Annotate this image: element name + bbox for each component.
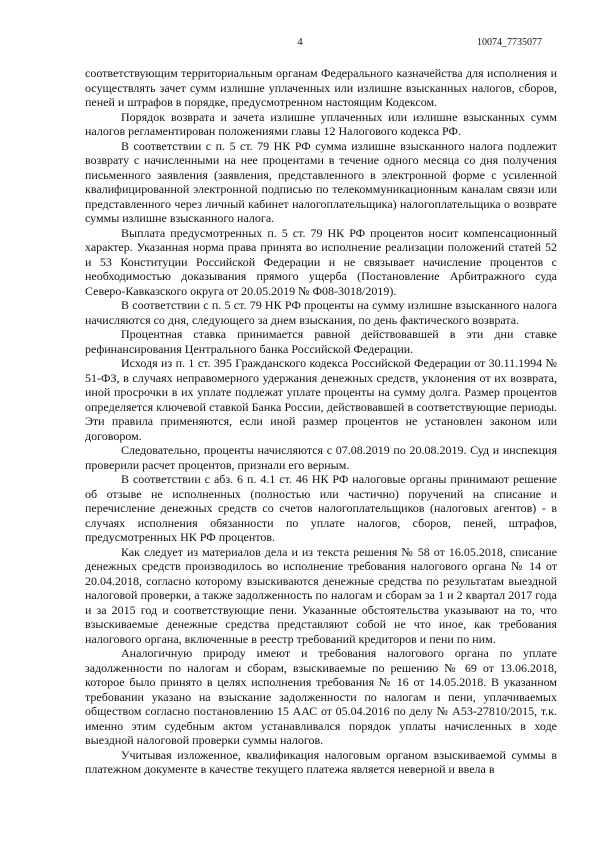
paragraph: Учитывая изложенное, квалификация налоговым органом взыскиваемой суммы в платежном документе в качестве текущего платежа является неверной и ввела в [85, 747, 557, 776]
paragraph: Процентная ставка принимается равной действовавшей в эти дни ставке рефинансирования Центрального банка Российской Федерации. [85, 327, 557, 356]
paragraph: В соответствии с п. 5 ст. 79 НК РФ проценты на сумму излишне взысканного налога начисляются со дня, следующего за днем взыскания, по день фактического возврата. [85, 298, 557, 327]
document-body [85, 66, 557, 777]
paragraph: Выплата предусмотренных п. 5 ст. 79 НК РФ процентов носит компенсационный характер. Указанная норма права принята во исполнение реализации положений статей 52 и 53 Конституции Российской Федерации и не связывает начисление процентов с необходимостью доказывания прямого ущерба (Постановление Арбитражного суда Северо-Кавказского округа от 20.05.2019 № Ф08-3018/2019). [85, 225, 557, 298]
paragraph: Аналогичную природу имеют и требования налогового органа по уплате задолженности по налогам и сборам, взыскиваемые по решению № 69 от 13.06.2018, которое было принято в целях исполнения требования № 16 от 14.05.2018. В указанном требовании указано на взыскание задолженности по налогам и пени, уплачиваемых обществом согласно постановлению 15 ААС от 05.04.2016 по делу № А53-27810/2015, т.к. именно этим судебным актом устанавливался порядок уплаты начисленных в ходе выездной налоговой проверки суммы налогов. [85, 646, 557, 747]
paragraph: Исходя из п. 1 ст. 395 Гражданского кодекса Российской Федерации от 30.11.1994 № 51-ФЗ, в случаях неправомерного удержания денежных средств, уклонения от их возврата, иной просрочки в их уплате подлежат уплате проценты на сумму долга. Размер процентов определяется ключевой ставкой Банка России, действовавшей в соответствующие периоды. Эти правила применяются, если иной размер процентов не установлен законом или договором. [85, 356, 557, 443]
paragraph: В соответствии с п. 5 ст. 79 НК РФ сумма излишне взысканного налога подлежит возврату с начисленными на нее процентами в течение одного месяца со дня получения письменного заявления (заявления, представленного в электронной форме с усиленной квалифицированной электронной подписью по телекоммуникационным каналам связи или представленного через личный кабинет налогоплательщика) налогоплательщика о возврате суммы излишне взысканного налога. [85, 138, 557, 225]
paragraph: В соответствии с абз. 6 п. 4.1 ст. 46 НК РФ налоговые органы принимают решение об отзыве не исполненных (полностью или частично) поручений на списание и перечисление денежных средств со счетов налогоплательщиков (налоговых агентов) - в случаях исполнения обязанности по уплате налогов, сборов, пеней, штрафов, предусмотренных НК РФ процентов. [85, 472, 557, 544]
document-id: 10074_7735077 [477, 37, 542, 48]
paragraph: Порядок возврата и зачета излишне уплаченных или излишне взысканных сумм налогов регламентирован положениями главы 12 Налогового кодекса РФ. [85, 109, 557, 138]
paragraph: соответствующим территориальным органам Федерального казначейства для исполнения и осуществлять зачет сумм излишне уплаченных или излишне взысканных налогов, сборов, пеней и штрафов в порядке, предусмотренном настоящим Кодексом. [85, 66, 557, 109]
paragraph: Как следует из материалов дела и из текста решения № 58 от 16.05.2018, списание денежных средств производилось во исполнение требования налогового органа № 14 от 20.04.2018, согласно которому взыскиваются денежные средства по результатам выездной налоговой проверки, а также задолженность по налогам и сборам за 1 и 2 квартал 2017 года и за 2015 год и соответствующие пени. Указанные обстоятельства указывают на то, что взыскиваемые денежные средства представляют собой не что иное, как требования налогового органа, включенные в реестр требований кредиторов и пени по ним. [85, 544, 557, 646]
paragraph: Следовательно, проценты начисляются с 07.08.2019 по 20.08.2019. Суд и инспекция проверили расчет процентов, признали его верным. [85, 443, 557, 472]
page-number: 4 [297, 37, 303, 48]
